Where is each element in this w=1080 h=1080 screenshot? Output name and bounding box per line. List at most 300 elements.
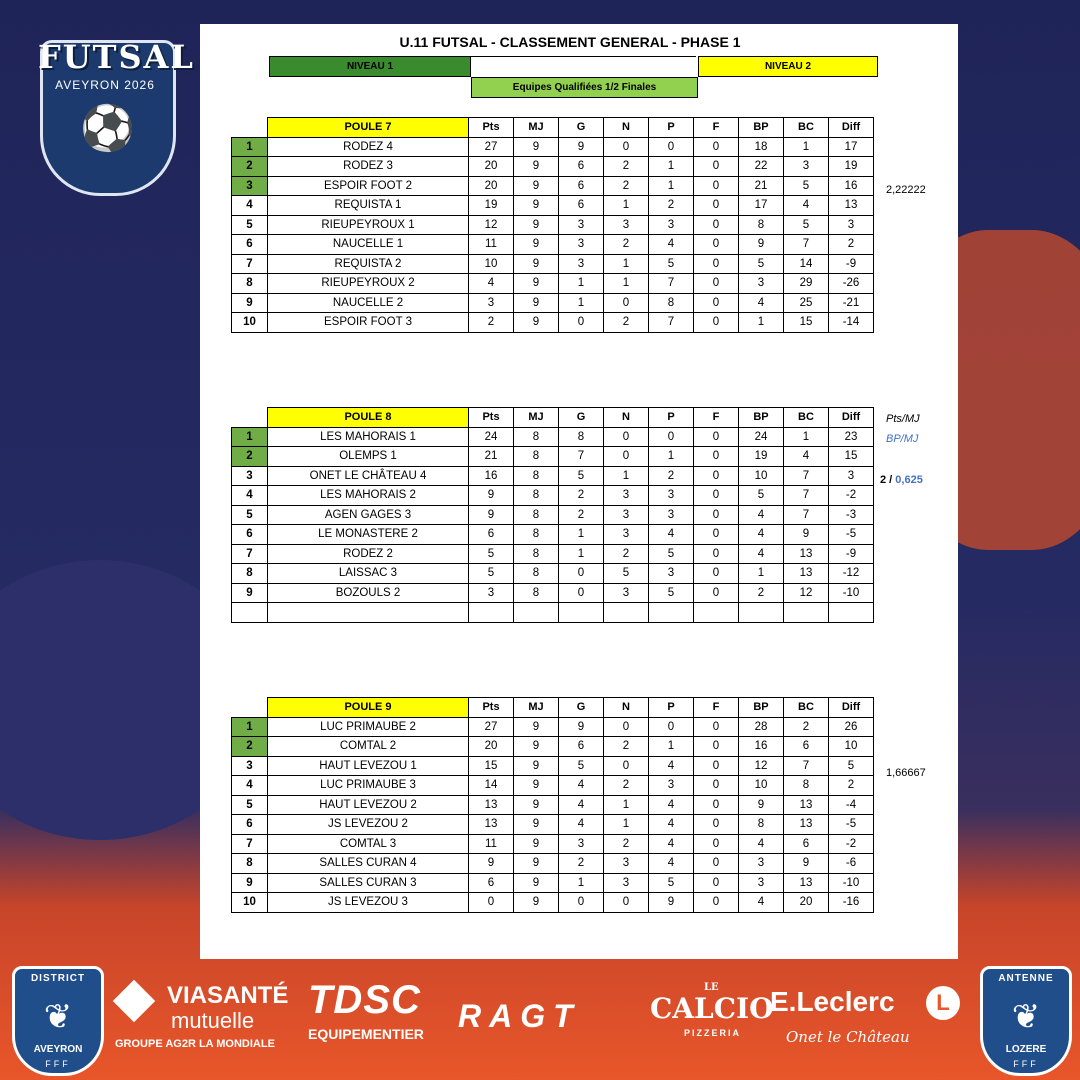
stat-cell: 0 bbox=[559, 313, 604, 333]
stat-cell: 3 bbox=[649, 215, 694, 235]
stat-cell: 13 bbox=[829, 196, 874, 216]
stat-cell: 4 bbox=[559, 795, 604, 815]
table-row bbox=[232, 893, 874, 913]
stat-cell: 27 bbox=[469, 717, 514, 737]
stat-cell bbox=[559, 603, 604, 623]
viasante-diamond-icon bbox=[113, 980, 155, 1022]
lozere-top: ANTENNE bbox=[998, 973, 1054, 984]
stat-cell: -5 bbox=[829, 525, 874, 545]
stat-cell: 5 bbox=[604, 564, 649, 584]
table-row bbox=[232, 486, 874, 506]
team-cell: REQUISTA 1 bbox=[268, 196, 469, 216]
stat-cell: 12 bbox=[469, 215, 514, 235]
stat-cell: 9 bbox=[739, 235, 784, 255]
stat-cell: 2 bbox=[604, 313, 649, 333]
team-cell: BOZOULS 2 bbox=[268, 583, 469, 603]
stat-cell: 15 bbox=[469, 756, 514, 776]
stat-cell bbox=[694, 603, 739, 623]
pool7-note: 2,22222 bbox=[886, 184, 926, 196]
stat-cell: 24 bbox=[469, 427, 514, 447]
stat-cell: 0 bbox=[694, 466, 739, 486]
stat-cell: 7 bbox=[784, 505, 829, 525]
stat-cell: 5 bbox=[559, 756, 604, 776]
stat-cell: 2 bbox=[829, 776, 874, 796]
stat-cell: 18 bbox=[739, 137, 784, 157]
stat-cell: 9 bbox=[514, 854, 559, 874]
rank-cell: 2 bbox=[232, 447, 268, 467]
rank-cell: 4 bbox=[232, 196, 268, 216]
district-top: DISTRICT bbox=[30, 973, 86, 984]
stat-cell: 0 bbox=[694, 427, 739, 447]
stat-cell: 9 bbox=[514, 737, 559, 757]
column-header: N bbox=[604, 408, 649, 428]
column-header: P bbox=[649, 698, 694, 718]
team-cell: RODEZ 2 bbox=[268, 544, 469, 564]
stat-cell: 3 bbox=[739, 873, 784, 893]
table-row bbox=[232, 776, 874, 796]
stat-cell: -16 bbox=[829, 893, 874, 913]
stat-cell: -9 bbox=[829, 254, 874, 274]
logo-subtitle: AVEYRON 2026 bbox=[55, 78, 155, 92]
stat-cell: 0 bbox=[604, 717, 649, 737]
stat-cell: 22 bbox=[739, 157, 784, 177]
stat-cell: 9 bbox=[514, 815, 559, 835]
stat-cell: 0 bbox=[694, 254, 739, 274]
stat-cell: 4 bbox=[739, 293, 784, 313]
team-cell: LE MONASTERE 2 bbox=[268, 525, 469, 545]
stat-cell: 1 bbox=[604, 254, 649, 274]
table-row bbox=[232, 293, 874, 313]
stat-cell: 1 bbox=[649, 157, 694, 177]
table-row bbox=[232, 737, 874, 757]
table-row bbox=[232, 795, 874, 815]
stat-cell: 28 bbox=[739, 717, 784, 737]
rank-cell: 6 bbox=[232, 235, 268, 255]
stat-cell: 9 bbox=[514, 313, 559, 333]
table-row bbox=[232, 215, 874, 235]
stat-cell: 3 bbox=[604, 486, 649, 506]
stat-cell: 13 bbox=[469, 815, 514, 835]
stat-cell: -26 bbox=[829, 274, 874, 294]
team-cell: RODEZ 3 bbox=[268, 157, 469, 177]
stat-cell: 0 bbox=[694, 196, 739, 216]
stat-cell: 2 bbox=[739, 583, 784, 603]
stat-cell: 9 bbox=[514, 893, 559, 913]
column-header: G bbox=[559, 118, 604, 138]
stat-cell: 9 bbox=[559, 137, 604, 157]
stat-cell: 6 bbox=[784, 834, 829, 854]
rank-cell: 7 bbox=[232, 254, 268, 274]
stat-cell: 0 bbox=[694, 776, 739, 796]
district-fff: FFF bbox=[45, 1059, 71, 1069]
stat-cell: 4 bbox=[559, 815, 604, 835]
stat-cell: 1 bbox=[784, 427, 829, 447]
stat-cell: 1 bbox=[739, 313, 784, 333]
leclerc-town: Onet le Château bbox=[786, 1028, 910, 1046]
stat-cell: 8 bbox=[514, 466, 559, 486]
rank-cell: 2 bbox=[232, 737, 268, 757]
stat-cell: 5 bbox=[469, 564, 514, 584]
stat-cell: 10 bbox=[469, 254, 514, 274]
stat-cell: 6 bbox=[559, 157, 604, 177]
table-row bbox=[232, 756, 874, 776]
stat-cell: 8 bbox=[514, 525, 559, 545]
stat-cell: 8 bbox=[514, 505, 559, 525]
stat-cell: 0 bbox=[469, 893, 514, 913]
antenne-lozere-badge bbox=[980, 966, 1072, 1076]
pool-table bbox=[231, 117, 874, 333]
stat-cell: 1 bbox=[649, 176, 694, 196]
team-cell: LUC PRIMAUBE 3 bbox=[268, 776, 469, 796]
team-cell: RIEUPEYROUX 1 bbox=[268, 215, 469, 235]
stat-cell: 9 bbox=[784, 525, 829, 545]
team-cell: LAISSAC 3 bbox=[268, 564, 469, 584]
stat-cell: 5 bbox=[649, 583, 694, 603]
column-header: MJ bbox=[514, 408, 559, 428]
stat-cell: 7 bbox=[784, 756, 829, 776]
stat-cell: 9 bbox=[514, 834, 559, 854]
table-row bbox=[232, 603, 874, 623]
stat-cell: 3 bbox=[559, 235, 604, 255]
column-header: P bbox=[649, 408, 694, 428]
futsal-aveyron-logo bbox=[30, 30, 195, 190]
stat-cell: -2 bbox=[829, 834, 874, 854]
stat-cell bbox=[739, 603, 784, 623]
table-row bbox=[232, 564, 874, 584]
stat-cell: 4 bbox=[649, 756, 694, 776]
stat-cell: 5 bbox=[649, 544, 694, 564]
table-row bbox=[232, 427, 874, 447]
stat-cell: 20 bbox=[469, 176, 514, 196]
table-row bbox=[232, 466, 874, 486]
column-header: Pts bbox=[469, 118, 514, 138]
stat-cell: 8 bbox=[514, 544, 559, 564]
stat-cell: 3 bbox=[784, 157, 829, 177]
ragt-logo: RAGT bbox=[458, 998, 581, 1034]
table-row bbox=[232, 873, 874, 893]
column-header: Pts bbox=[469, 408, 514, 428]
stat-cell: 9 bbox=[514, 215, 559, 235]
calcio-pizzeria: PIZZERIA bbox=[684, 1028, 742, 1038]
stat-cell bbox=[649, 603, 694, 623]
stat-cell: 5 bbox=[784, 215, 829, 235]
stat-cell: 1 bbox=[784, 137, 829, 157]
stat-cell: 3 bbox=[604, 583, 649, 603]
qualified-label: Equipes Qualifiées 1/2 Finales bbox=[471, 77, 698, 98]
stat-cell: 9 bbox=[739, 795, 784, 815]
stat-cell: 0 bbox=[694, 505, 739, 525]
logo-title: FUTSAL bbox=[38, 38, 195, 76]
rank-cell: 1 bbox=[232, 137, 268, 157]
stat-cell: 3 bbox=[649, 505, 694, 525]
stat-cell: 10 bbox=[739, 466, 784, 486]
stat-cell: 10 bbox=[829, 737, 874, 757]
stat-cell: 9 bbox=[514, 274, 559, 294]
page-title: U.11 FUTSAL - CLASSEMENT GENERAL - PHASE 1 bbox=[399, 34, 741, 50]
column-header: G bbox=[559, 698, 604, 718]
rank-cell: 8 bbox=[232, 854, 268, 874]
stat-cell: 14 bbox=[784, 254, 829, 274]
table-row bbox=[232, 447, 874, 467]
stat-cell: 19 bbox=[739, 447, 784, 467]
team-cell: ESPOIR FOOT 3 bbox=[268, 313, 469, 333]
stat-cell: -9 bbox=[829, 544, 874, 564]
stat-cell: 0 bbox=[604, 447, 649, 467]
stat-cell: -3 bbox=[829, 505, 874, 525]
stat-cell: 3 bbox=[559, 215, 604, 235]
stat-cell: 10 bbox=[739, 776, 784, 796]
stat-cell: 9 bbox=[469, 486, 514, 506]
stat-cell: 4 bbox=[559, 776, 604, 796]
stat-cell: 6 bbox=[559, 737, 604, 757]
stat-cell: -4 bbox=[829, 795, 874, 815]
table-header-row bbox=[232, 698, 874, 718]
stat-cell: -14 bbox=[829, 313, 874, 333]
stat-cell: 4 bbox=[649, 834, 694, 854]
stat-cell: 4 bbox=[649, 235, 694, 255]
stat-cell: 13 bbox=[469, 795, 514, 815]
column-header: N bbox=[604, 118, 649, 138]
stat-cell: 2 bbox=[604, 235, 649, 255]
header-blank bbox=[232, 118, 268, 138]
stat-cell: 9 bbox=[514, 196, 559, 216]
stat-cell: 3 bbox=[469, 293, 514, 313]
stat-cell: 9 bbox=[469, 854, 514, 874]
niveau1-label: NIVEAU 1 bbox=[269, 56, 471, 77]
column-header: P bbox=[649, 118, 694, 138]
stat-cell: 9 bbox=[514, 873, 559, 893]
stat-cell: -5 bbox=[829, 815, 874, 835]
stat-cell: 0 bbox=[604, 756, 649, 776]
stat-cell bbox=[514, 603, 559, 623]
stat-cell: 2 bbox=[604, 176, 649, 196]
stat-cell: 1 bbox=[604, 795, 649, 815]
stat-cell: 9 bbox=[514, 176, 559, 196]
stat-cell: 8 bbox=[514, 486, 559, 506]
team-cell: SALLES CURAN 3 bbox=[268, 873, 469, 893]
column-header: MJ bbox=[514, 698, 559, 718]
stat-cell: 5 bbox=[649, 873, 694, 893]
stat-cell: 0 bbox=[604, 893, 649, 913]
stat-cell: -10 bbox=[829, 873, 874, 893]
stat-cell: 9 bbox=[514, 756, 559, 776]
stat-cell: 13 bbox=[784, 795, 829, 815]
pool8-note-pts: Pts/MJ bbox=[886, 413, 920, 425]
spacer-box bbox=[471, 56, 696, 76]
table-row bbox=[232, 834, 874, 854]
team-cell: HAUT LEVEZOU 1 bbox=[268, 756, 469, 776]
column-header: F bbox=[694, 698, 739, 718]
team-cell: ESPOIR FOOT 2 bbox=[268, 176, 469, 196]
stat-cell: 3 bbox=[469, 583, 514, 603]
stat-cell: 4 bbox=[739, 544, 784, 564]
rank-cell: 10 bbox=[232, 313, 268, 333]
stat-cell: 17 bbox=[739, 196, 784, 216]
team-cell: ONET LE CHÂTEAU 4 bbox=[268, 466, 469, 486]
stat-cell: 7 bbox=[784, 235, 829, 255]
stat-cell: 5 bbox=[739, 254, 784, 274]
rank-cell: 3 bbox=[232, 176, 268, 196]
stat-cell: 0 bbox=[694, 815, 739, 835]
stat-cell: 0 bbox=[694, 215, 739, 235]
stat-cell: 4 bbox=[739, 525, 784, 545]
stat-cell: 2 bbox=[784, 717, 829, 737]
rank-cell: 4 bbox=[232, 776, 268, 796]
stat-cell: 20 bbox=[784, 893, 829, 913]
stat-cell: 3 bbox=[604, 873, 649, 893]
stat-cell: 8 bbox=[514, 427, 559, 447]
stat-cell: 0 bbox=[559, 893, 604, 913]
rank-cell: 10 bbox=[232, 893, 268, 913]
rank-cell: 8 bbox=[232, 274, 268, 294]
stat-cell: 0 bbox=[694, 274, 739, 294]
stat-cell: 1 bbox=[604, 466, 649, 486]
rank-cell: 5 bbox=[232, 505, 268, 525]
stat-cell: 1 bbox=[559, 293, 604, 313]
stat-cell: 17 bbox=[829, 137, 874, 157]
rank-cell: 9 bbox=[232, 583, 268, 603]
team-cell bbox=[268, 603, 469, 623]
column-header: BC bbox=[784, 408, 829, 428]
pool8-note-bp: BP/MJ bbox=[886, 433, 919, 445]
lozere-bottom: LOZERE bbox=[1005, 1044, 1047, 1055]
column-header: Pts bbox=[469, 698, 514, 718]
stat-cell: 0 bbox=[694, 717, 739, 737]
stat-cell: 24 bbox=[739, 427, 784, 447]
rank-cell: 3 bbox=[232, 466, 268, 486]
table-row bbox=[232, 176, 874, 196]
stat-cell: 2 bbox=[604, 834, 649, 854]
rank-cell: 3 bbox=[232, 756, 268, 776]
rooster-ball-icon: ⚽ bbox=[80, 104, 135, 153]
stat-cell: 26 bbox=[829, 717, 874, 737]
stat-cell: 0 bbox=[694, 486, 739, 506]
standings-sheet bbox=[200, 24, 958, 959]
stat-cell: 0 bbox=[694, 873, 739, 893]
sponsors-bar bbox=[0, 960, 1080, 1080]
stat-cell: 9 bbox=[469, 505, 514, 525]
stat-cell: -12 bbox=[829, 564, 874, 584]
team-cell: LES MAHORAIS 2 bbox=[268, 486, 469, 506]
stat-cell: 21 bbox=[469, 447, 514, 467]
table-row bbox=[232, 254, 874, 274]
stat-cell: 0 bbox=[694, 176, 739, 196]
calcio-le: LE bbox=[704, 982, 719, 993]
column-header: BP bbox=[739, 118, 784, 138]
stat-cell: 13 bbox=[784, 564, 829, 584]
stat-cell: 1 bbox=[559, 544, 604, 564]
stat-cell: 13 bbox=[784, 815, 829, 835]
stat-cell: 9 bbox=[514, 293, 559, 313]
stat-cell: 27 bbox=[469, 137, 514, 157]
stat-cell: 5 bbox=[739, 486, 784, 506]
stat-cell: 0 bbox=[559, 583, 604, 603]
team-cell: SALLES CURAN 4 bbox=[268, 854, 469, 874]
column-header: G bbox=[559, 408, 604, 428]
stat-cell: 2 bbox=[604, 544, 649, 564]
team-cell: NAUCELLE 2 bbox=[268, 293, 469, 313]
rooster-icon: ❦ bbox=[1011, 998, 1041, 1036]
stat-cell: 2 bbox=[469, 313, 514, 333]
pool9-note: 1,66667 bbox=[886, 767, 926, 779]
stat-cell: 0 bbox=[559, 564, 604, 584]
stat-cell: 1 bbox=[604, 815, 649, 835]
stat-cell: 1 bbox=[559, 525, 604, 545]
stat-cell: 9 bbox=[514, 795, 559, 815]
stat-cell: 1 bbox=[649, 447, 694, 467]
stat-cell: 8 bbox=[649, 293, 694, 313]
stat-cell: 16 bbox=[739, 737, 784, 757]
rank-cell: 7 bbox=[232, 834, 268, 854]
pool8-note-value bbox=[880, 474, 923, 486]
stat-cell: 3 bbox=[649, 776, 694, 796]
stat-cell: 11 bbox=[469, 834, 514, 854]
stat-cell: 3 bbox=[739, 854, 784, 874]
team-cell: AGEN GAGES 3 bbox=[268, 505, 469, 525]
stat-cell: 4 bbox=[739, 893, 784, 913]
stat-cell: 9 bbox=[784, 854, 829, 874]
stat-cell: 8 bbox=[739, 215, 784, 235]
stat-cell: 6 bbox=[784, 737, 829, 757]
pool-name: POULE 7 bbox=[268, 118, 469, 138]
team-cell: LUC PRIMAUBE 2 bbox=[268, 717, 469, 737]
pool8-note-value-a: 2 / bbox=[880, 474, 893, 486]
table-row bbox=[232, 505, 874, 525]
stat-cell: 9 bbox=[514, 254, 559, 274]
stat-cell: 8 bbox=[514, 583, 559, 603]
stat-cell: 3 bbox=[604, 525, 649, 545]
stat-cell: 1 bbox=[649, 737, 694, 757]
stat-cell: 0 bbox=[694, 834, 739, 854]
team-cell: OLEMPS 1 bbox=[268, 447, 469, 467]
rank-cell: 8 bbox=[232, 564, 268, 584]
stat-cell: 4 bbox=[649, 815, 694, 835]
stat-cell: 13 bbox=[784, 873, 829, 893]
stat-cell: 8 bbox=[784, 776, 829, 796]
pool-name: POULE 8 bbox=[268, 408, 469, 428]
stat-cell: 0 bbox=[649, 137, 694, 157]
column-header: F bbox=[694, 118, 739, 138]
stat-cell: 8 bbox=[559, 427, 604, 447]
column-header: Diff bbox=[829, 118, 874, 138]
stat-cell: -6 bbox=[829, 854, 874, 874]
stat-cell: 4 bbox=[649, 525, 694, 545]
stat-cell: 8 bbox=[739, 815, 784, 835]
stat-cell: 3 bbox=[739, 274, 784, 294]
stat-cell: 9 bbox=[514, 137, 559, 157]
stat-cell: 6 bbox=[469, 873, 514, 893]
stat-cell: 3 bbox=[604, 505, 649, 525]
stat-cell: 5 bbox=[559, 466, 604, 486]
table-row bbox=[232, 235, 874, 255]
table-header-row bbox=[232, 118, 874, 138]
stat-cell: 7 bbox=[559, 447, 604, 467]
table-row bbox=[232, 274, 874, 294]
header-blank bbox=[232, 408, 268, 428]
stat-cell: 3 bbox=[829, 215, 874, 235]
column-header: MJ bbox=[514, 118, 559, 138]
stat-cell: 2 bbox=[559, 486, 604, 506]
stat-cell bbox=[829, 603, 874, 623]
viasante-name: VIASANTÉ bbox=[167, 982, 289, 1009]
team-cell: JS LEVEZOU 2 bbox=[268, 815, 469, 835]
team-cell: REQUISTA 2 bbox=[268, 254, 469, 274]
table-row bbox=[232, 815, 874, 835]
stat-cell: 8 bbox=[514, 564, 559, 584]
stat-cell: 7 bbox=[649, 313, 694, 333]
stat-cell: 5 bbox=[649, 254, 694, 274]
team-cell: RODEZ 4 bbox=[268, 137, 469, 157]
